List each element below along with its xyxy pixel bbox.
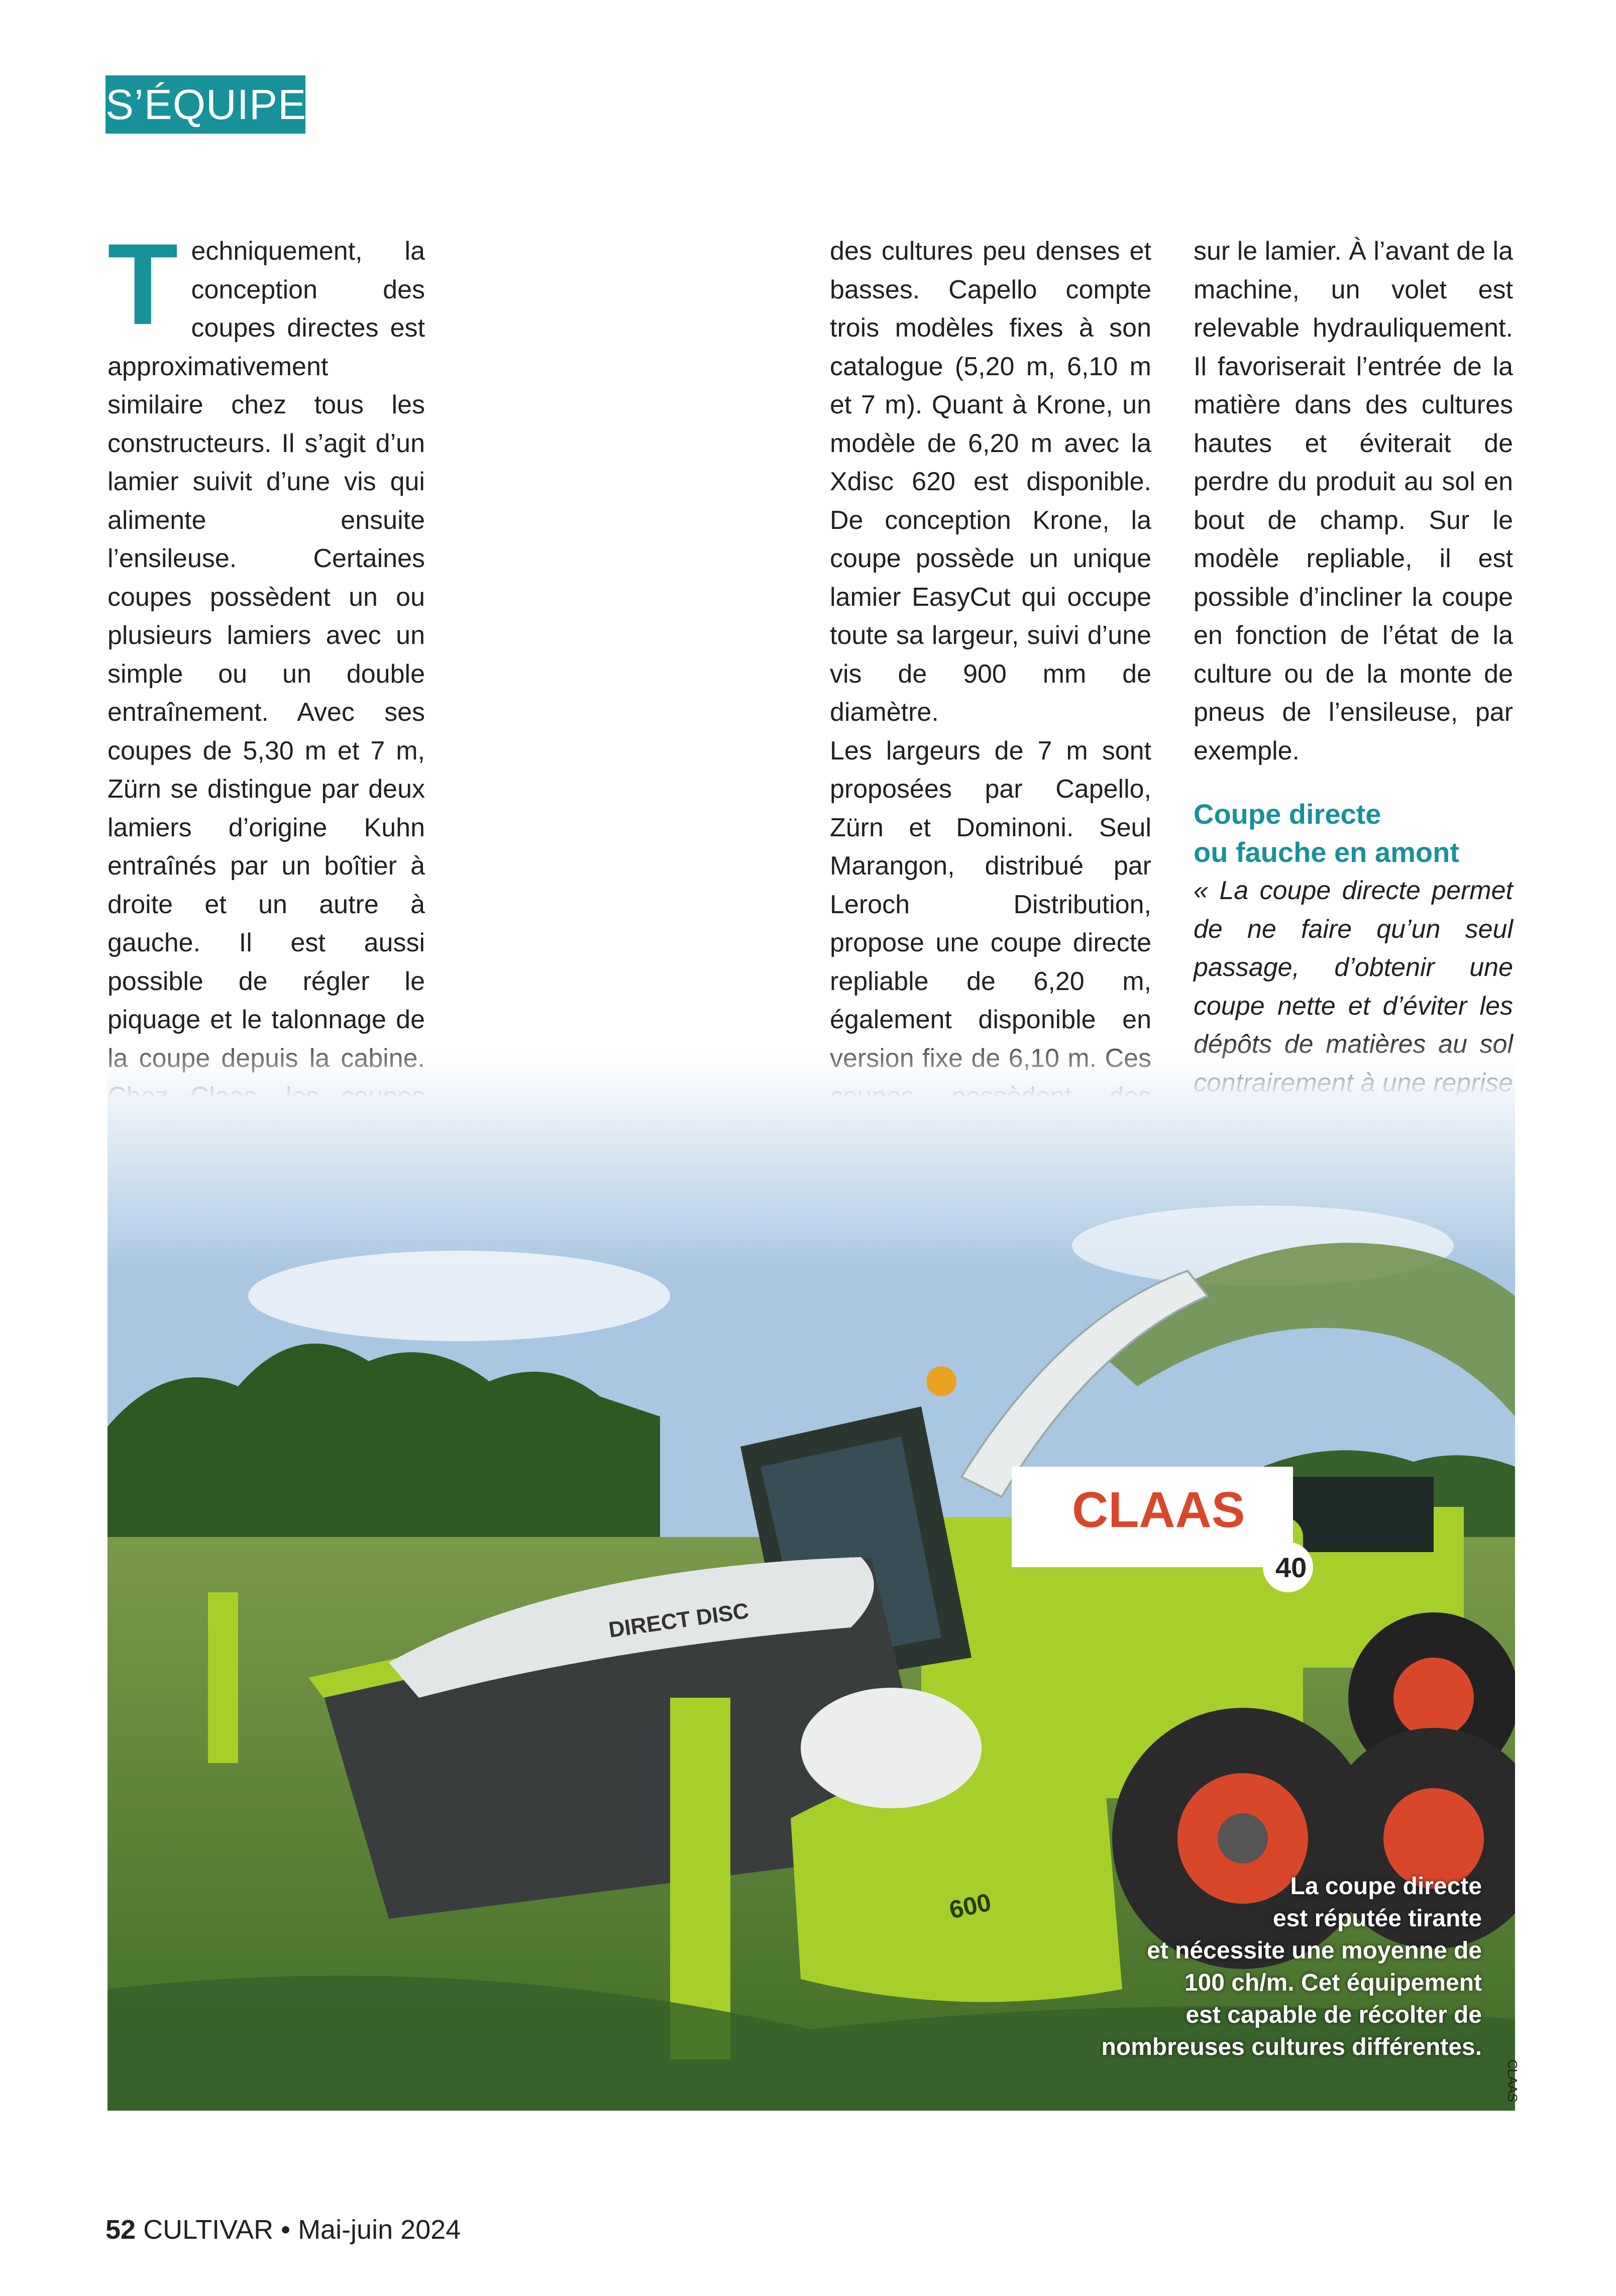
paragraph: sur le lamier. À l’avant de la machine, un volet est relevable hydrauliquement. Il favoriserait l’entrée de la matière dans des cultures hautes et éviterait de perdre du produit au sol en bout de champ. Sur le modèle repliable, il est possible d’incliner la coupe en fonction de l’état de la culture ou de la monte de pneus de l’ensileuse, par exemple. — [1194, 237, 1513, 766]
cab-number: 40 — [1275, 1552, 1307, 1583]
photo-caption — [1030, 1871, 1482, 2063]
subheading-line-1: Coupe directe — [1194, 798, 1381, 830]
quote-text: « La coupe directe permet de ne faire qu’un seul passage, d’obtenir une coupe nette et d’éviter les — [1194, 876, 1513, 1021]
paragraph-text: echniquement, la conception des coupes directes est approximativement similaire chez tous les constructeurs. Il s’agit d’un lamier suivit d’une vis qui alimente ensuite l’ensileuse. Certaines coupes possèdent un ou plusieurs lamiers avec un simple ou un double entraînement. Avec ses coupes de 5,30 m et 7 m, Zürn se distingue par deux lamiers d’origine Kuhn entraînés par un boîtier à droite et un autre à gauche. Il est aussi possible de régler le piquage et le talonnage de — [107, 237, 425, 1034]
subheading-line-2: ou fauche en amont — [1194, 836, 1459, 868]
caption-line: et nécessite une moyenne de — [1147, 1937, 1482, 1964]
publication-name: CULTIVAR — [143, 2215, 274, 2245]
header-label: DIRECT DISC — [607, 1598, 750, 1643]
photo-credit: CLAAS — [1505, 2059, 1520, 2103]
paragraph: des cultures peu denses et basses. Capello compte trois modèles fixes à son catalogue (5,20 m, 6,10 m et 7 m). Quant à Krone, un modèle de 6,20 m avec la Xdisc 620 est disponible. De conception Krone, la coupe possède un unique lamier EasyCut qui occupe toute sa largeur, suivi d’une vis de 900 mm de diamètre. — [830, 237, 1151, 727]
harvester-photo — [107, 1035, 1515, 2111]
page-number: 52 — [105, 2215, 136, 2245]
page-footer — [105, 2214, 461, 2245]
section-tag: S’ÉQUIPER — [105, 75, 305, 134]
caption-line: est capable de récolter de — [1186, 2002, 1482, 2028]
footer-bullet: • — [281, 2215, 291, 2245]
brand-logo: CLAAS — [1072, 1482, 1245, 1538]
caption-line: La coupe directe — [1290, 1873, 1482, 1900]
subheading — [1194, 795, 1513, 871]
cloud — [248, 1251, 670, 1341]
issue-date: Mai-juin 2024 — [298, 2215, 461, 2245]
paragraph: Les largeurs de 7 m sont proposées par Capello, Zürn et Dominoni. Seul Marangon, distribué par Leroch Distribution, propose une coupe directe repliable de 6,20 m, également disponible en — [830, 736, 1151, 1034]
header-model: 600 — [946, 1888, 994, 1924]
drop-cap: T — [107, 220, 178, 349]
caption-line: est réputée tirante — [1272, 1905, 1482, 1932]
caption-line: 100 ch/m. Cet équipement — [1184, 1970, 1482, 1996]
caption-line: nombreuses cultures différentes. — [1101, 2034, 1482, 2060]
